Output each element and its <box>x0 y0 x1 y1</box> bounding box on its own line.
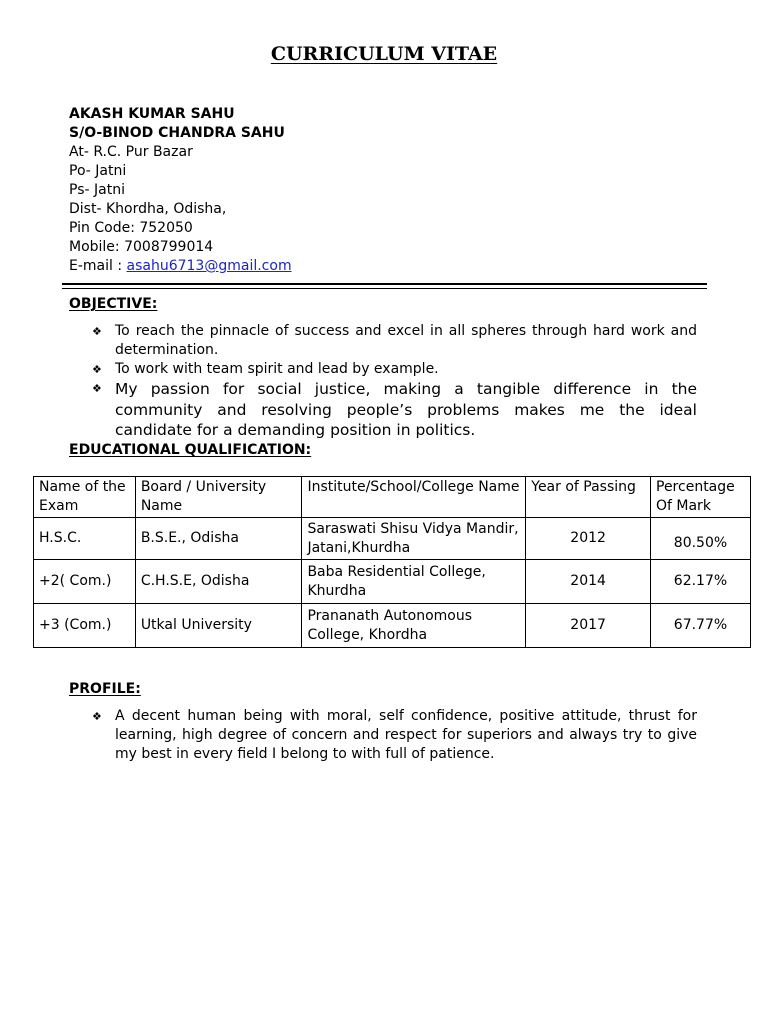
table-cell: Baba Residential College, Khurdha <box>302 560 526 604</box>
objective-list <box>92 322 697 441</box>
table-row <box>34 604 751 648</box>
address-line: Dist- Khordha, Odisha, <box>69 201 227 217</box>
table-cell: +2( Com.) <box>34 560 136 604</box>
address-line: Ps- Jatni <box>69 182 125 198</box>
table-cell: Prananath Autonomous College, Khordha <box>302 604 526 648</box>
table-cell: 80.50% <box>651 518 751 560</box>
address-line: Po- Jatni <box>69 163 127 179</box>
column-header: Year of Passing <box>526 477 651 518</box>
table-cell: +3 (Com.) <box>34 604 136 648</box>
table-cell: 62.17% <box>651 560 751 604</box>
profile-heading: PROFILE: <box>69 681 141 697</box>
column-header: Name of the Exam <box>34 477 136 518</box>
table-row <box>34 560 751 604</box>
profile-text: A decent human being with moral, self confidence, positive attitude, thrust for learning, high degree of concern and respect for superiors and always try to give my best in every field I belong to with full of patience. <box>115 708 697 762</box>
document-title: CURRICULUM VITAE <box>270 43 498 65</box>
column-header: Institute/School/College Name <box>302 477 526 518</box>
column-header: Board / University Name <box>135 477 302 518</box>
divider-thick <box>62 283 707 285</box>
list-item <box>92 707 697 764</box>
contact-header <box>69 105 292 276</box>
address-line: At- R.C. Pur Bazar <box>69 144 193 160</box>
table-cell: 2017 <box>526 604 651 648</box>
column-header: Percentage Of Mark <box>651 477 751 518</box>
table-cell: 67.77% <box>651 604 751 648</box>
email-row <box>69 257 292 276</box>
email-label: E-mail : <box>69 258 127 274</box>
list-item <box>92 360 697 379</box>
list-item <box>92 322 697 360</box>
table-cell: B.S.E., Odisha <box>135 518 302 560</box>
objective-text: To work with team spirit and lead by example. <box>115 361 439 377</box>
objective-text: To reach the pinnacle of success and excel in all spheres through hard work and determination. <box>115 323 697 358</box>
objective-text: My passion for social justice, making a tangible difference in the community and resolving people’s problems makes me the ideal candidate for a demanding position in politics. <box>115 380 697 439</box>
table-cell: H.S.C. <box>34 518 136 560</box>
table-header-row <box>34 477 751 518</box>
list-item <box>92 379 697 441</box>
email-link[interactable]: asahu6713@gmail.com <box>126 258 292 274</box>
table-cell: Utkal University <box>135 604 302 648</box>
table-row <box>34 518 751 560</box>
table-cell: 2014 <box>526 560 651 604</box>
pin-code: Pin Code: 752050 <box>69 220 193 236</box>
objective-heading: OBJECTIVE: <box>69 296 158 312</box>
divider-thin <box>62 288 707 289</box>
table-cell: Saraswati Shisu Vidya Mandir, Jatani,Khurdha <box>302 518 526 560</box>
diamond-bullet-icon: ❖ <box>92 363 102 376</box>
diamond-bullet-icon: ❖ <box>92 382 102 395</box>
education-table <box>33 476 751 648</box>
candidate-name: AKASH KUMAR SAHU <box>69 106 235 122</box>
profile-list <box>92 707 697 764</box>
education-heading: EDUCATIONAL QUALIFICATION: <box>69 442 312 458</box>
parent-name: S/O-BINOD CHANDRA SAHU <box>69 125 285 141</box>
diamond-bullet-icon: ❖ <box>92 710 102 723</box>
table-cell: 2012 <box>526 518 651 560</box>
diamond-bullet-icon: ❖ <box>92 325 102 338</box>
table-cell: C.H.S.E, Odisha <box>135 560 302 604</box>
mobile-number: Mobile: 7008799014 <box>69 239 214 255</box>
